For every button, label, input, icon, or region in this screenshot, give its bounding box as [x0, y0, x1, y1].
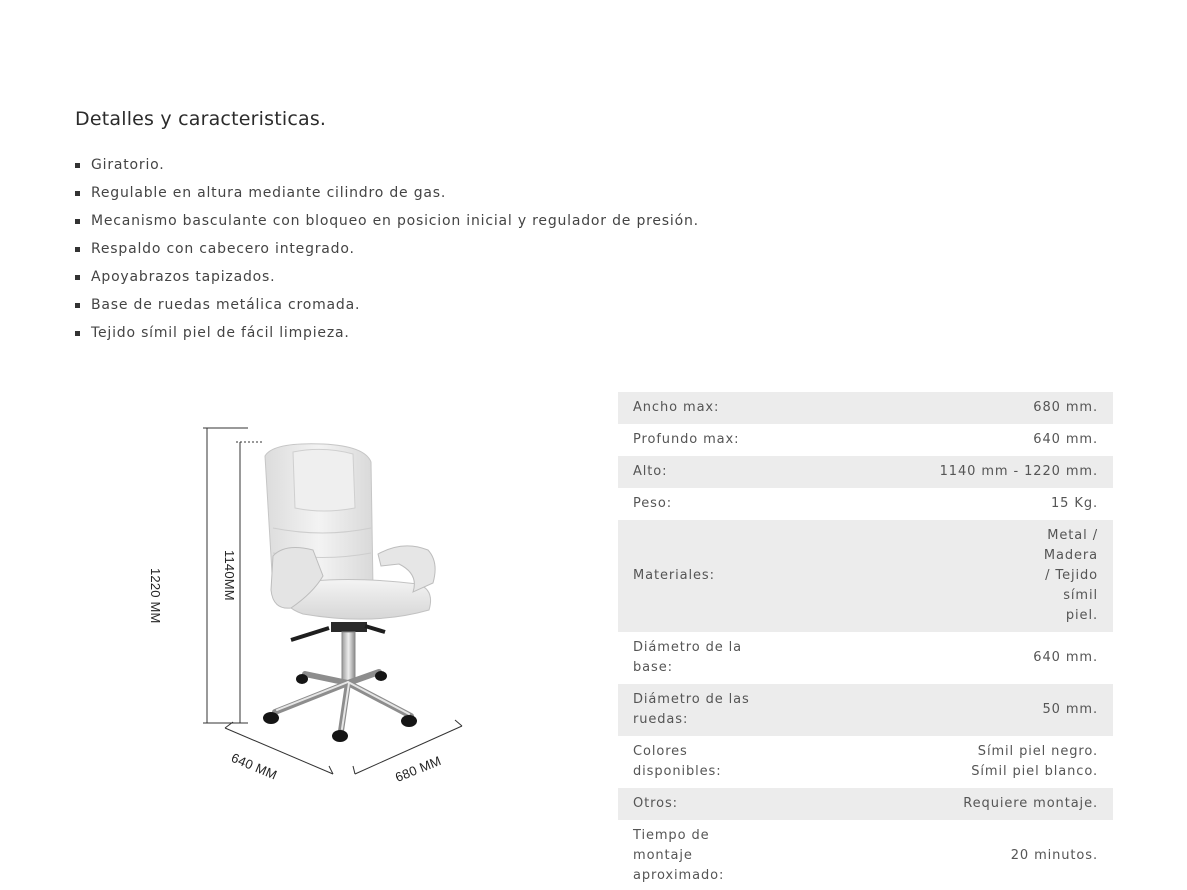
feature-text: Base de ruedas metálica cromada.: [91, 297, 361, 313]
office-chair-illustration: [73, 378, 547, 783]
list-item: [75, 295, 699, 323]
product-image: [73, 378, 547, 783]
table-row: [618, 632, 1113, 684]
spec-label: Diámetro de las ruedas:: [618, 684, 774, 736]
spec-label: Materiales:: [618, 520, 774, 632]
dimension-depth: 640 MM: [229, 750, 280, 783]
table-row: [618, 520, 1113, 632]
table-row: [618, 488, 1113, 520]
spec-value: [774, 736, 1113, 788]
spec-value: 20 minutos.: [774, 820, 1113, 890]
feature-list: [75, 155, 699, 351]
spec-value: 640 mm.: [774, 632, 1113, 684]
bullet-icon: [75, 331, 80, 336]
spec-label: Colores disponibles:: [618, 736, 774, 788]
bullet-icon: [75, 219, 80, 224]
list-item: [75, 155, 699, 183]
table-row: [618, 736, 1113, 788]
dimension-total-height: 1220 MM: [148, 568, 163, 624]
spec-label: Otros:: [618, 788, 774, 820]
feature-text: Respaldo con cabecero integrado.: [91, 241, 355, 257]
spec-label: Alto:: [618, 456, 774, 488]
spec-value: Metal / Madera / Tejido símil piel.: [774, 520, 1113, 632]
bullet-icon: [75, 247, 80, 252]
spec-value: 1140 mm - 1220 mm.: [774, 456, 1113, 488]
spec-label: Peso:: [618, 488, 774, 520]
feature-text: Regulable en altura mediante cilindro de gas.: [91, 185, 447, 201]
spec-value-line: Símil piel negro.: [977, 744, 1098, 759]
list-item: [75, 211, 699, 239]
table-row: [618, 820, 1113, 890]
bullet-icon: [75, 191, 80, 196]
spec-value: 50 mm.: [774, 684, 1113, 736]
bullet-icon: [75, 303, 80, 308]
table-row: [618, 424, 1113, 456]
table-row: [618, 684, 1113, 736]
spec-value: Requiere montaje.: [774, 788, 1113, 820]
list-item: [75, 183, 699, 211]
spec-value-line: Símil piel blanco.: [971, 764, 1098, 779]
feature-text: Mecanismo basculante con bloqueo en posicion inicial y regulador de presión.: [91, 213, 699, 229]
feature-text: Apoyabrazos tapizados.: [91, 269, 276, 285]
section-title: Detalles y caracteristicas.: [75, 108, 327, 130]
spec-value: 15 Kg.: [774, 488, 1113, 520]
specs-table: [618, 392, 1113, 890]
bullet-icon: [75, 163, 80, 168]
spec-value: 680 mm.: [774, 392, 1113, 424]
dimension-seat-height: 1140MM: [222, 550, 237, 601]
feature-text: Giratorio.: [91, 157, 165, 173]
table-row: [618, 456, 1113, 488]
spec-label: Diámetro de la base:: [618, 632, 774, 684]
list-item: [75, 323, 699, 351]
list-item: [75, 267, 699, 295]
table-row: [618, 788, 1113, 820]
bullet-icon: [75, 275, 80, 280]
list-item: [75, 239, 699, 267]
spec-value: 640 mm.: [774, 424, 1113, 456]
spec-label: Tiempo de montaje aproximado:: [618, 820, 774, 890]
spec-label: Ancho max:: [618, 392, 774, 424]
feature-text: Tejido símil piel de fácil limpieza.: [91, 325, 350, 341]
dimension-width: 680 MM: [393, 752, 444, 785]
table-row: [618, 392, 1113, 424]
spec-label: Profundo max:: [618, 424, 774, 456]
